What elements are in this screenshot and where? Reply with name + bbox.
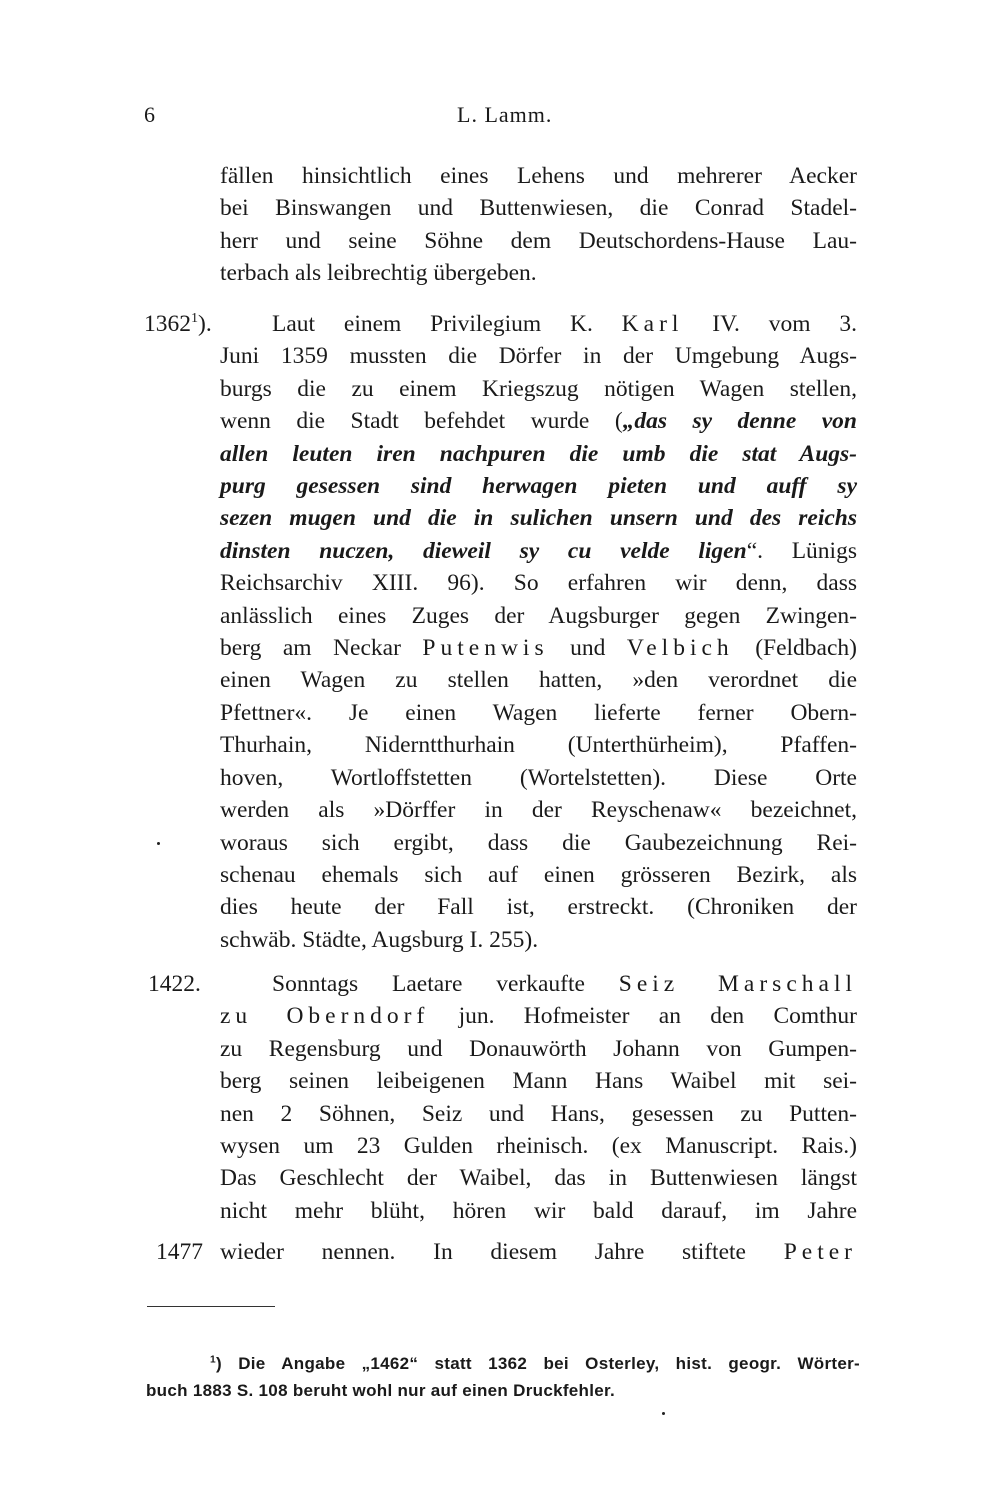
text-run: wenn die Stadt befehdet wurde ( bbox=[220, 408, 623, 435]
text-run: wieder nennen. In diesem Jahre stiftete bbox=[220, 1239, 784, 1265]
text-line: fällen hinsichtlich eines Lehens und mehrerer Aecker bbox=[220, 163, 857, 189]
text-run: (Feldbach) bbox=[733, 635, 857, 662]
continued-paragraph bbox=[220, 160, 857, 290]
text-line: Juni 1359 mussten die Dörfer in der Umgebung Augs- bbox=[220, 343, 857, 370]
text-line: nen 2 Söhnen, Seiz und Hans, gesessen zu Putten- bbox=[220, 1100, 857, 1127]
text-line bbox=[220, 632, 857, 664]
spaced-name: Velbich bbox=[626, 635, 734, 662]
entry-1477-text bbox=[220, 1236, 857, 1268]
text-run: und bbox=[548, 635, 627, 662]
text-line bbox=[220, 1000, 857, 1032]
print-speck bbox=[157, 842, 160, 845]
footnote-line bbox=[146, 1350, 860, 1377]
spaced-name: Karl bbox=[621, 311, 684, 337]
spaced-name: Peter bbox=[783, 1239, 857, 1265]
text-run: ) Die Angabe „1462“ statt 1362 bei Osterley, hist. geogr. Wörter- bbox=[215, 1354, 860, 1373]
text-run: IV. vom 3. bbox=[683, 311, 858, 337]
year-value: 1362 bbox=[144, 311, 191, 337]
page-number: 6 bbox=[144, 102, 155, 127]
text-run: “. Lünigs bbox=[746, 537, 857, 564]
spaced-name: Putenwis bbox=[422, 635, 549, 662]
text-line: Thurhain, Niderntthurhain (Unterthürheim), Pfaffen- bbox=[220, 732, 857, 759]
footnote-marker: 1 bbox=[191, 310, 199, 327]
text-line: Reichsarchiv XIII. 96). So erfahren wir denn, dass bbox=[220, 570, 857, 597]
margin-year-1477: 1477 bbox=[156, 1239, 203, 1265]
text-line: herr und seine Söhne dem Deutschordens-Hause Lau- bbox=[220, 227, 857, 254]
margin-year-1362 bbox=[144, 308, 212, 340]
spaced-name: zu Oberndorf bbox=[220, 1003, 430, 1030]
footnote-marker: 1 bbox=[210, 1354, 216, 1366]
year-suffix: ). bbox=[198, 311, 212, 337]
italic-quote-line: purg gesessen sind herwagen pieten und auff sy bbox=[220, 473, 857, 500]
text-line bbox=[220, 308, 857, 340]
text-line: nicht mehr blüht, hören wir bald darauf, im Jahre bbox=[220, 1197, 857, 1224]
italic-quote-line: sezen mugen und die in sulichen unsern und des reichs bbox=[220, 505, 857, 532]
text-line: hoven, Wortloffstetten (Wortelstetten). Diese Orte bbox=[220, 764, 857, 791]
text-line bbox=[220, 535, 857, 567]
text-line: Pfettner«. Je einen Wagen lieferte ferner Obern- bbox=[220, 699, 857, 726]
text-line: bei Binswangen und Buttenwiesen, die Conrad Stadel- bbox=[220, 195, 857, 222]
text-line: burgs die zu einem Kriegszug nötigen Wagen stellen, bbox=[220, 375, 857, 402]
italic-quote-line: allen leuten iren nachpuren die umb die stat Augs- bbox=[220, 440, 857, 467]
text-run: jun. Hofmeister an den Comthur bbox=[429, 1003, 857, 1030]
margin-year-1422: 1422. bbox=[148, 971, 201, 997]
text-line: woraus sich ergibt, dass die Gaubezeichnung Rei- bbox=[220, 829, 857, 856]
text-line: terbach als leibrechtig übergeben. bbox=[220, 260, 537, 287]
text-line: werden als »Dörffer in der Reyschenaw« bezeichnet, bbox=[220, 797, 857, 824]
text-run: berg am Neckar bbox=[220, 635, 423, 662]
text-line: zu Regensburg und Donauwörth Johann von Gumpen- bbox=[220, 1035, 857, 1062]
text-run: Sonntags Laetare verkaufte bbox=[272, 971, 619, 997]
footnote-rule bbox=[147, 1306, 275, 1307]
footnote bbox=[146, 1350, 860, 1404]
italic-quote: dinsten nuczen, dieweil sy cu velde ligen bbox=[220, 537, 747, 564]
text-line: anlässlich eines Zuges der Augsburger gegen Zwingen- bbox=[220, 602, 857, 629]
text-line: berg seinen leibeigenen Mann Hans Waibel mit sei- bbox=[220, 1068, 857, 1095]
entry-1362-text bbox=[220, 308, 857, 956]
text-line bbox=[220, 1236, 857, 1268]
text-line: schenau ehemals sich auf einen grösseren Bezirk, als bbox=[220, 861, 857, 888]
text-line: wysen um 23 Gulden rheinisch. (ex Manuscript. Rais.) bbox=[220, 1133, 857, 1160]
footnote-line: buch 1883 S. 108 beruht wohl nur auf einen Druckfehler. bbox=[146, 1381, 616, 1400]
running-head: L. Lamm. bbox=[457, 102, 553, 127]
text-line: schwäb. Städte, Augsburg I. 255). bbox=[220, 926, 539, 953]
text-line: Das Geschlecht der Waibel, das in Buttenwiesen längst bbox=[220, 1165, 857, 1192]
text-line bbox=[220, 405, 857, 437]
italic-quote: „das sy denne von bbox=[622, 408, 857, 435]
text-run: Laut einem Privilegium K. bbox=[272, 311, 622, 337]
text-line bbox=[220, 968, 857, 1000]
spaced-name: Seiz Marschall bbox=[618, 971, 857, 997]
text-line: dies heute der Fall ist, erstreckt. (Chroniken der bbox=[220, 894, 857, 921]
text-line: einen Wagen zu stellen hatten, »den verordnet die bbox=[220, 667, 857, 694]
print-speck bbox=[662, 1412, 665, 1415]
entry-1422-text bbox=[220, 968, 857, 1227]
